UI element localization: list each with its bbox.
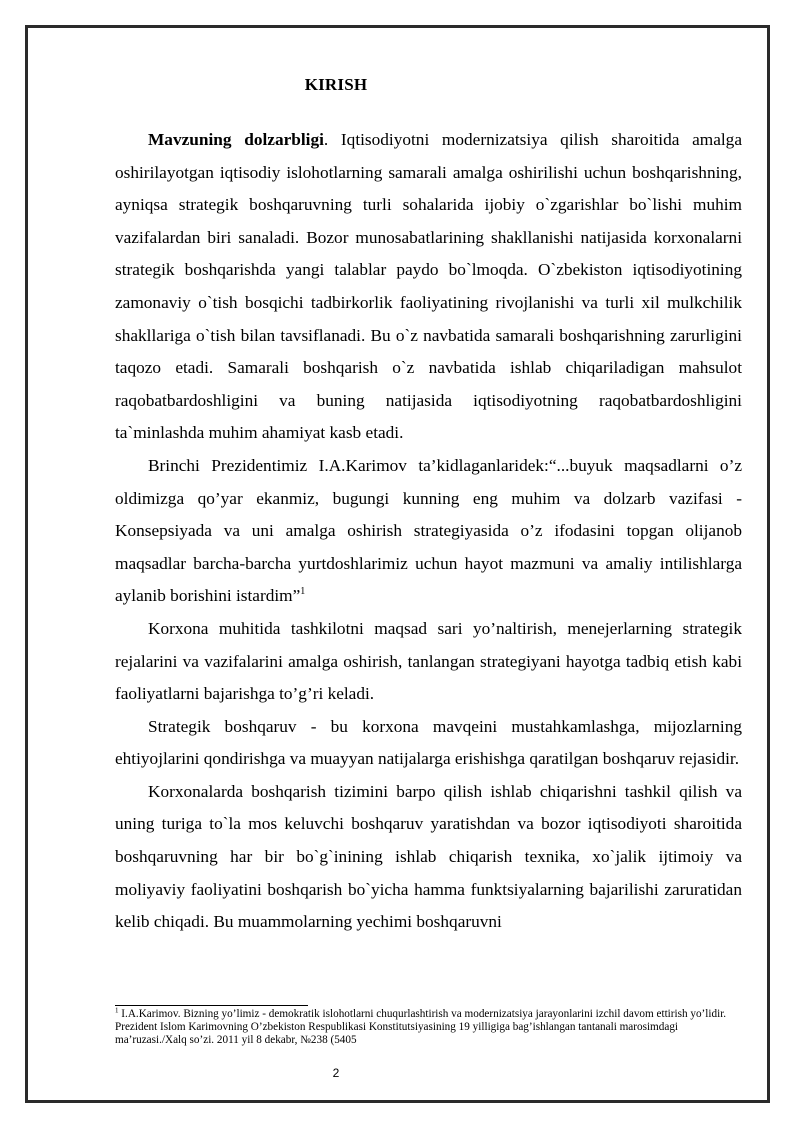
- body-text: [115, 124, 742, 939]
- paragraph-quote: [115, 450, 742, 613]
- paragraph-environment: Korxona muhitida tashkilotni maqsad sari yo’naltirish, menejerlarning strategik rejalarini va vazifalarini amalga oshirish, tanlangan strategiyani hayotga tadbiq etish kabi faoliyatlarni bajarishga to’g’ri keladi.: [115, 618, 742, 704]
- paragraph-management-system: Korxonalarda boshqarish tizimini barpo qilish ishlab chiqarishni tashkil qilish va uning turiga to`la mos keluvchi boshqaruv yaratishdan va bozor iqtisodiyoti sharoitida boshqaruvning har bir bo`g`inining ishlab chiqarish texnika, xo`jalik ijtimoiy va moliyaviy faoliyatini boshqarish bo`yicha hamma funktsiyalarning bajarilishi zaruratidan kelib chiqadi. Bu muammolarning yechimi boshqaruvni: [115, 781, 742, 932]
- footnote-reference[interactable]: 1: [300, 586, 306, 598]
- footnote-marker: 1: [115, 1006, 119, 1015]
- page-number: 2: [332, 1066, 340, 1080]
- footnote-text: I.A.Karimov. Bizning yo’limiz - demokratik islohotlarni chuqurlashtirish va modernizatsiya jarayonlarini izchil davom ettirish yo’lidir. Prezident Islom Karimovning O’zbekiston Respublikasi Konstitutsiyasining 19 yilligiga bag’ishlangan tantanali marosimdagi ma’ruzasi./Xalq so’zi. 2011 yil 8 dekabr, №238 (5405: [115, 1008, 727, 1047]
- section-title: KIRISH: [304, 75, 368, 94]
- paragraph-text: . Iqtisodiyotni modernizatsiya qilish sharoitida amalga oshirilayotgan iqtisodiy islohotlarning samarali amalga oshirilishi uchun boshqarishning, ayniqsa strategik boshqaruvning turli sohalarida ijobiy o`zgarishlar bo`lishi muhim vazifalardan biri sanaladi. Bozor munosabatlarining shakllanishi natijasida korxonalarni strategik boshqarishda yangi talablar paydo bo`lmoqda. O`zbekiston iqtisodiyotining zamonaviy o`tish bosqichi tadbirkorlik faoliyatining rivojlanishi va turli xil mulkchilik shakllariga o`tish bilan tavsiflanadi. Bu o`z navbatida samarali boshqarishning zarurligini taqozo etadi. Samarali boshqarish o`z navbatida ishlab chiqariladigan mahsulot raqobatbardoshligini va buning natijasida iqtisodiyotning raqobatbardoshligini ta`minlashda muhim ahamiyat kasb etadi.: [115, 130, 742, 443]
- paragraph-text: Brinchi Prezidentimiz I.A.Karimov ta’kidlaganlaridek:“...buyuk maqsadlarni o’z oldimizga qo’yar ekanmiz, bugungi kunning eng muhim va dolzarb vazifasi - Konsepsiyada va uni amalga oshirish strategiyasida o’z ifodasini topgan olijanob maqsadlar barcha-barcha yurtdoshlarimiz uchun hayot mazmuni va amaliy intilishlarga aylanib borishini istardim”: [115, 455, 742, 606]
- paragraph-relevance: [115, 124, 742, 450]
- footnote: [115, 1008, 745, 1048]
- paragraph-definition: Strategik boshqaruv - bu korxona mavqeini mustahkamlashga, mijozlarning ehtiyojlarini qondirishga va muayyan natijalarga erishishga qaratilgan boshqaruv rejasidir.: [115, 716, 742, 769]
- footnote-separator: [115, 1005, 308, 1006]
- paragraph-lead: Mavzuning dolzarbligi: [148, 130, 324, 149]
